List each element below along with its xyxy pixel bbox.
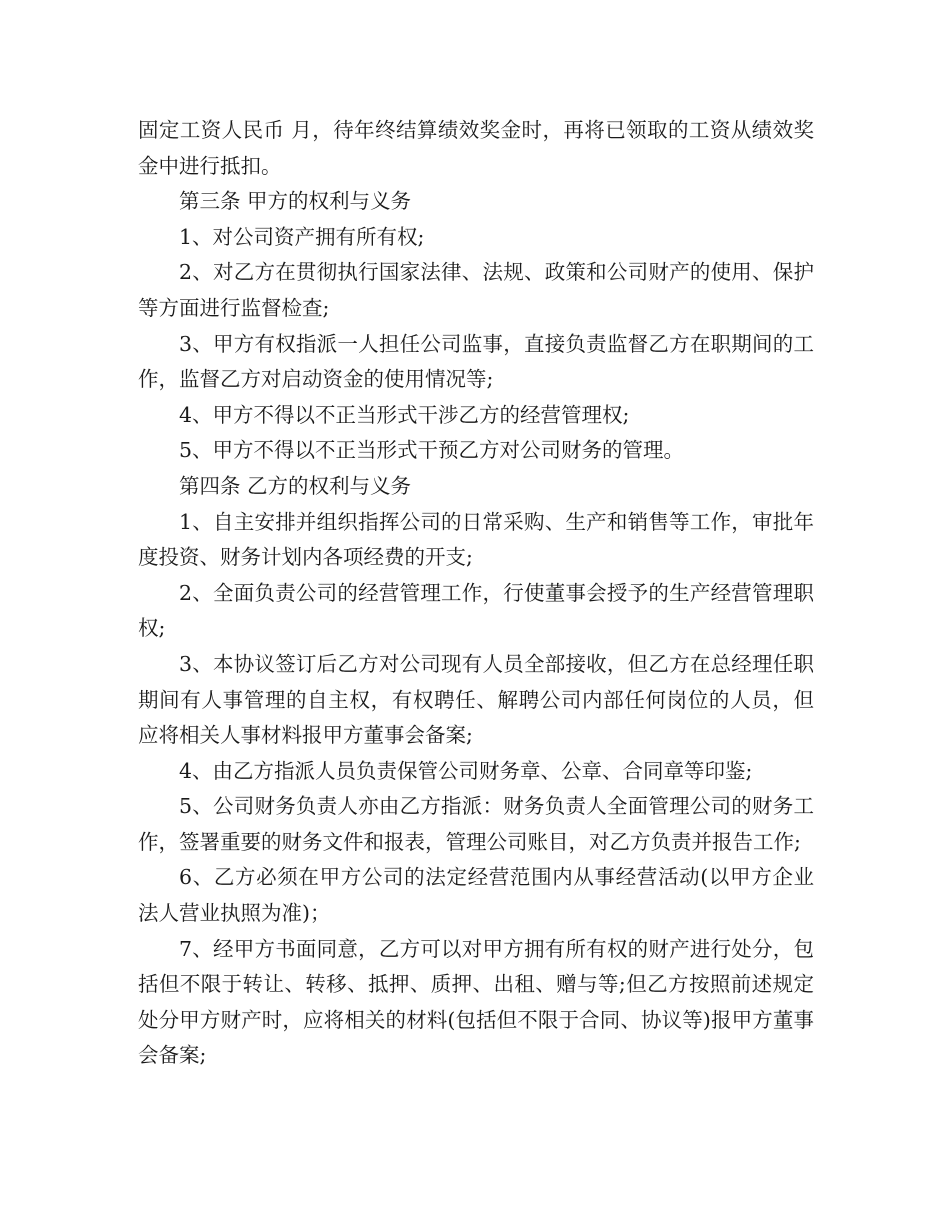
clause-3-1: 1、对公司资产拥有所有权; — [179, 224, 425, 249]
paragraph-salary-offset: 固定工资人民币 月，待年终结算绩效奖金时，再将已领取的工资从绩效奖金中进行抵扣。 — [138, 118, 814, 178]
clause-4-4: 4、由乙方指派人员负责保管公司财务章、公章、合同章等印鉴; — [179, 758, 753, 783]
clause-3-5: 5、甲方不得以不正当形式干预乙方对公司财务的管理。 — [179, 438, 685, 463]
clause-4-5: 5、公司财务负责人亦由乙方指派：财务负责人全面管理公司的财务工作，签署重要的财务文件和报表，管理公司账目，对乙方负责并报告工作; — [138, 794, 814, 854]
section-heading-article-3: 第三条 甲方的权利与义务 — [179, 189, 412, 214]
clause-4-6: 6、乙方必须在甲方公司的法定经营范围内从事经营活动(以甲方企业法人营业执照为准)； — [138, 865, 814, 926]
clause-4-2: 2、全面负责公司的经营管理工作，行使董事会授予的生产经营管理职权; — [138, 580, 814, 641]
clause-4-1: 1、自主安排并组织指挥公司的日常采购、生产和销售等工作，审批年度投资、财务计划内各项经费的开支; — [138, 509, 814, 570]
section-heading-article-4: 第四条 乙方的权利与义务 — [179, 473, 412, 498]
clause-3-4: 4、甲方不得以不正当形式干涉乙方的经营管理权; — [179, 402, 630, 427]
clause-4-3: 3、本协议签订后乙方对公司现有人员全部接收，但乙方在总经理任职期间有人事管理的自主权，有权聘任、解聘公司内部任何岗位的人员，但应将相关人事材料报甲方董事会备案; — [138, 651, 814, 748]
clause-3-3: 3、甲方有权指派一人担任公司监事，直接负责监督乙方在职期间的工作，监督乙方对启动资金的使用情况等; — [138, 331, 814, 392]
clause-4-7: 7、经甲方书面同意，乙方可以对甲方拥有所有权的财产进行处分，包括但不限于转让、转移、抵押、质押、出租、赠与等;但乙方按照前述规定处分甲方财产时，应将相关的材料(包括但不限于合同、协议等)报甲方董事会备案; — [138, 936, 814, 1068]
clause-3-2: 2、对乙方在贯彻执行国家法律、法规、政策和公司财产的使用、保护等方面进行监督检查; — [138, 260, 814, 320]
document-body — [138, 113, 814, 1074]
